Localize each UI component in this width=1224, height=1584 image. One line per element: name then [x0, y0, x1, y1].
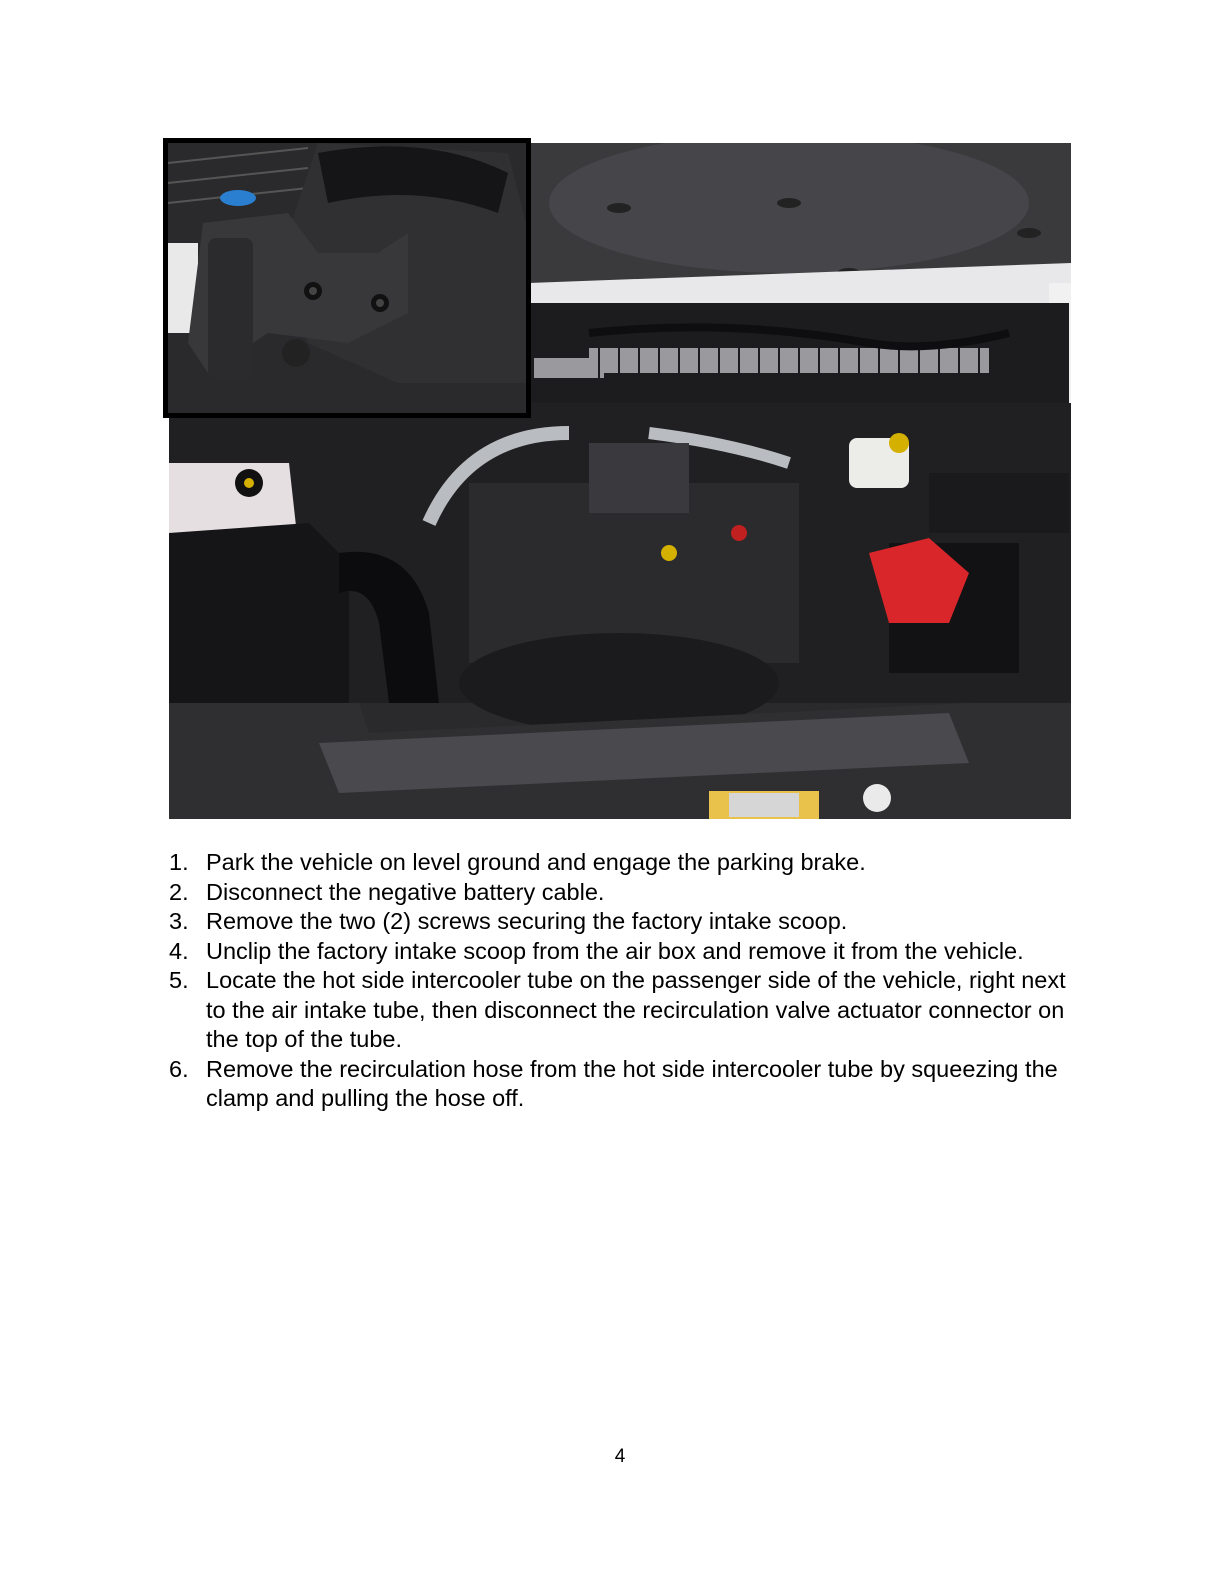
list-item: [169, 966, 1079, 1055]
list-item: [169, 1055, 1079, 1114]
step-number: 2.: [169, 878, 189, 905]
step-text: Locate the hot side intercooler tube on the passenger side of the vehicle, right next to the air intake tube, then disconnect the recirculation valve actuator connector on the top of the tube.: [206, 967, 1066, 1052]
step-number: 1.: [169, 849, 189, 875]
step-text: Disconnect the negative battery cable.: [206, 878, 605, 905]
list-item: [169, 848, 1079, 878]
step-text: Remove the two (2) screws securing the factory intake scoop.: [206, 908, 848, 934]
instruction-list: [169, 848, 1079, 1114]
intake-scoop-closeup-photo: [163, 138, 531, 418]
list-item: [169, 907, 1079, 937]
list-item: [169, 937, 1079, 967]
step-number: 3.: [169, 908, 189, 934]
list-item: [169, 878, 1079, 908]
step-text: Unclip the factory intake scoop from the air box and remove it from the vehicle.: [206, 937, 1024, 964]
page-number: 4: [614, 1446, 626, 1467]
step-number: 6.: [169, 1055, 189, 1082]
step-number: 5.: [169, 967, 189, 993]
step-number: 4.: [169, 937, 189, 964]
step-text: Remove the recirculation hose from the hot side intercooler tube by squeezing the clamp and pulling the hose off.: [206, 1055, 1058, 1111]
step-text: Park the vehicle on level ground and engage the parking brake.: [206, 849, 866, 875]
